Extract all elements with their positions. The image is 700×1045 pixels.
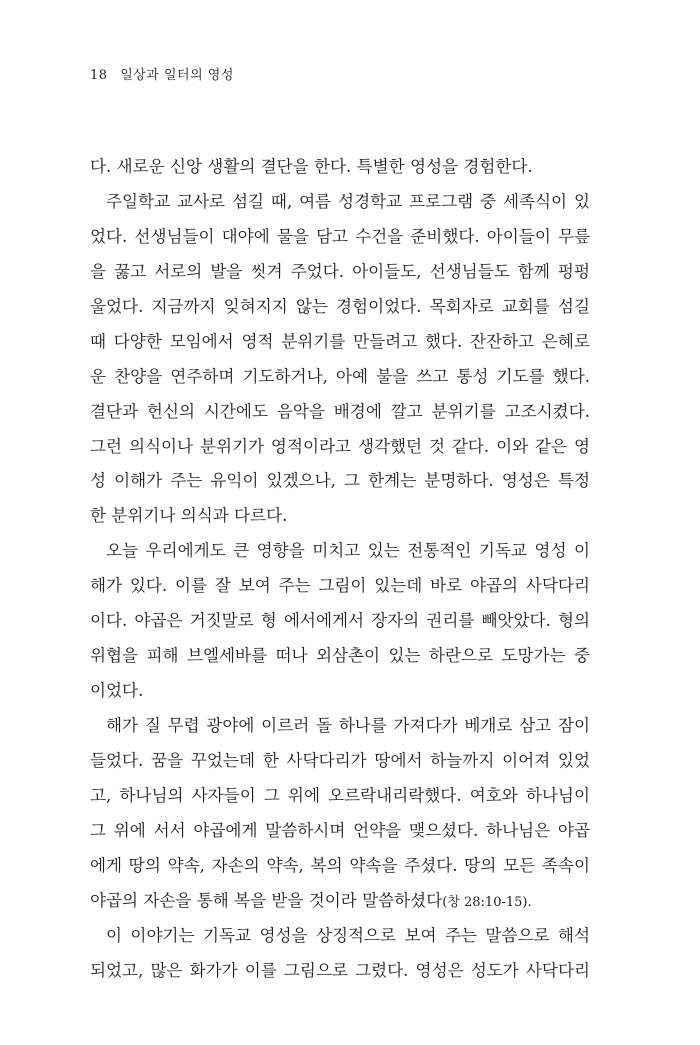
text-line: 이다. 야곱은 거짓말로 형 에서에게서 장자의 권리를 빼앗았다. 형의 (90, 611, 590, 631)
text-line: 들었다. 꿈을 꾸었는데 한 사닥다리가 땅에서 하늘까지 이어져 있었 (90, 750, 590, 770)
text-line: 었다. 선생님들이 대야에 물을 담고 수건을 준비했다. 아이들이 무릎 (90, 226, 590, 246)
text-line: 이었다. (90, 681, 144, 701)
text-segment: 야곱의 자손을 통해 복을 받을 것이라 말씀하셨다 (90, 890, 443, 910)
paragraph-first-line: 이 이야기는 기독교 영성을 상징적으로 보여 주는 말씀으로 해석 (106, 925, 590, 945)
page-number: 18 (90, 68, 108, 83)
text-line: 결단과 헌신의 시간에도 음악을 배경에 깔고 분위기를 고조시켰다. (90, 401, 590, 421)
running-head (90, 64, 234, 83)
paragraph-first-line: 해가 질 무렵 광야에 이르러 돌 하나를 가져다가 베개로 삼고 잠이 (106, 716, 590, 735)
text-line: 되었고, 많은 화가가 이를 그림으로 그렸다. 영성은 성도가 사닥다리 (90, 960, 590, 980)
text-line: 울었다. 지금까지 잊혀지지 않는 경험이었다. 목회자로 교회를 섬길 (90, 296, 590, 316)
text-line: 을 꿇고 서로의 발을 씻겨 주었다. 아이들도, 선생님들도 함께 펑펑 (90, 261, 590, 281)
text-line: 에게 땅의 약속, 자손의 약속, 복의 약속을 주셨다. 땅의 모든 족속이 (90, 855, 590, 875)
scripture-citation: (창 28:10-15). (442, 894, 532, 910)
paragraph-first-line: 주일학교 교사로 섬길 때, 여름 성경학교 프로그램 중 세족식이 있 (106, 191, 590, 211)
text-line: 그런 의식이나 분위기가 영적이라고 생각했던 것 같다. 이와 같은 영 (90, 436, 590, 456)
text-line: 운 찬양을 연주하며 기도하거나, 아예 불을 쓰고 통성 기도를 했다. (90, 366, 590, 386)
text-line: 성 이해가 주는 유익이 있겠으나, 그 한계는 분명하다. 영성은 특정 (90, 471, 590, 491)
paragraph-first-line: 오늘 우리에게도 큰 영향을 미치고 있는 전통적인 기독교 영성 이 (106, 541, 590, 561)
text-line: 한 분위기나 의식과 다르다. (90, 506, 288, 526)
text-line: 위협을 피해 브엘세바를 떠나 외삼촌이 있는 하란으로 도망가는 중 (90, 646, 590, 666)
body-text (90, 150, 590, 989)
text-line: 해가 있다. 이를 잘 보여 주는 그림이 있는데 바로 야곱의 사닥다리 (90, 576, 590, 596)
text-line: 다. 새로운 신앙 생활의 결단을 한다. 특별한 영성을 경험한다. (90, 157, 533, 176)
text-line: 그 위에 서서 야곱에게 말씀하시며 언약을 맺으셨다. 하나님은 야곱 (90, 820, 590, 840)
text-line-with-citation (90, 884, 590, 919)
running-head-title: 일상과 일터의 영성 (120, 68, 234, 83)
text-line: 고, 하나님의 사자들이 그 위에 오르락내리락했다. 여호와 하나님이 (90, 785, 590, 805)
text-line: 때 다양한 모임에서 영적 분위기를 만들려고 했다. 잔잔하고 은혜로 (90, 331, 590, 351)
